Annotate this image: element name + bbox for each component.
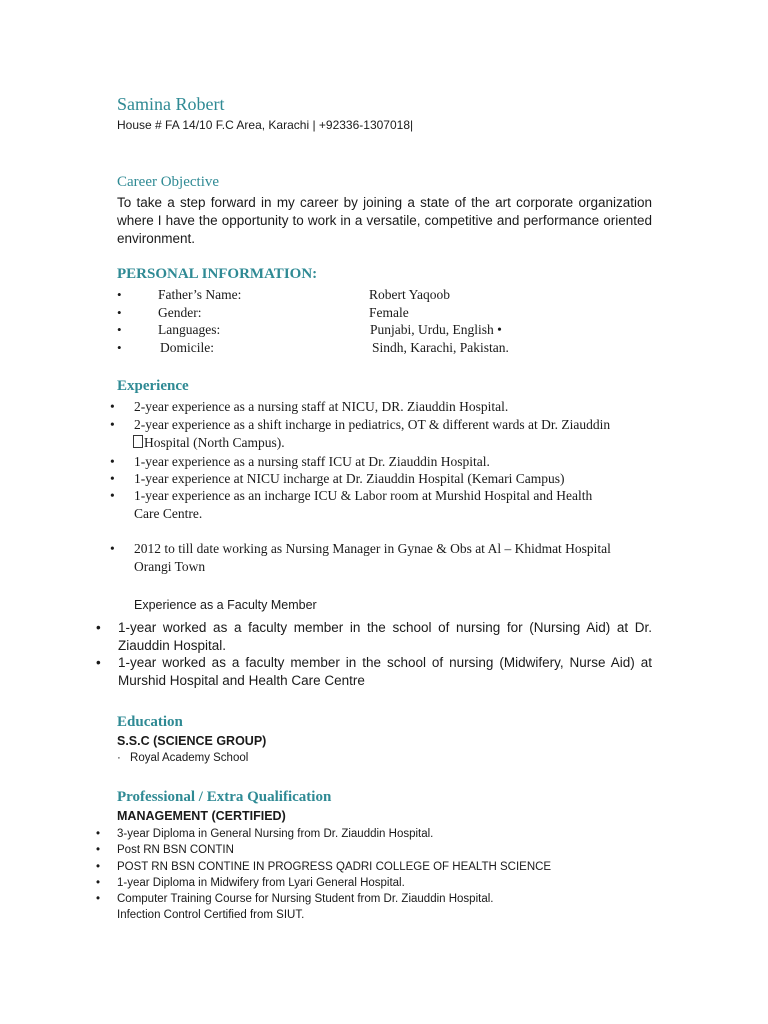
- faculty-heading: Experience as a Faculty Member: [134, 598, 317, 612]
- qualification-line-cont: Infection Control Certified from SIUT.: [117, 909, 305, 921]
- personal-label: Gender:: [158, 305, 202, 320]
- bullet: •: [96, 844, 101, 856]
- experience-line: 2-year experience as a shift incharge in pediatrics, OT & different wards at Dr. Ziauddin: [134, 417, 611, 432]
- bullet: •: [110, 454, 115, 469]
- education-school-row: [117, 752, 248, 764]
- personal-label: Father’s Name:: [158, 287, 242, 302]
- bullet: •: [110, 417, 115, 432]
- bullet: •: [110, 488, 115, 503]
- experience-line: 2-year experience as a nursing staff at NICU, DR. Ziauddin Hospital.: [134, 399, 509, 414]
- qualification-line: 3-year Diploma in General Nursing from Dr. Ziauddin Hospital.: [117, 828, 434, 840]
- objective-heading: Career Objective: [117, 174, 220, 190]
- personal-heading: PERSONAL INFORMATION:: [117, 266, 318, 282]
- bullet: •: [117, 305, 122, 320]
- education-subheading: S.S.C (SCIENCE GROUP): [117, 734, 267, 748]
- bullet: •: [117, 287, 122, 302]
- bullet: •: [96, 655, 101, 670]
- personal-label: Domicile:: [160, 340, 214, 355]
- experience-line: 1-year experience at NICU incharge at Dr. Ziauddin Hospital (Kemari Campus): [134, 471, 565, 486]
- personal-label: Languages:: [158, 322, 221, 337]
- personal-value: Female: [369, 305, 409, 320]
- education-heading: Education: [117, 714, 183, 730]
- personal-value: Punjabi, Urdu, English •: [370, 322, 502, 337]
- experience-line-cont-text: Hospital (North Campus).: [144, 435, 285, 450]
- experience-line-cont: Care Centre.: [134, 506, 203, 521]
- bullet: •: [110, 399, 115, 414]
- bullet: •: [96, 893, 101, 905]
- qualification-heading: Professional / Extra Qualification: [117, 789, 332, 805]
- qualification-line: Post RN BSN CONTIN: [117, 844, 234, 856]
- contact-line: House # FA 14/10 F.C Area, Karachi | +92336-1307018|: [117, 118, 414, 132]
- experience-line: 2012 to till date working as Nursing Manager in Gynae & Obs at Al – Khidmat Hospital: [134, 541, 611, 556]
- qualification-line: Computer Training Course for Nursing Student from Dr. Ziauddin Hospital.: [117, 893, 494, 905]
- qualification-subheading: MANAGEMENT (CERTIFIED): [117, 809, 286, 823]
- school-name: Royal Academy School: [130, 752, 249, 764]
- bullet: •: [110, 541, 115, 556]
- personal-value: Robert Yaqoob: [369, 287, 451, 302]
- bullet: •: [96, 877, 101, 889]
- experience-line: 1-year experience as an incharge ICU & Labor room at Murshid Hospital and Health: [134, 488, 593, 503]
- bullet: •: [96, 620, 101, 635]
- personal-value: Sindh, Karachi, Pakistan.: [372, 340, 509, 355]
- missing-glyph-icon: [133, 435, 143, 448]
- bullet: •: [96, 861, 101, 873]
- qualification-line: 1-year Diploma in Midwifery from Lyari General Hospital.: [117, 877, 405, 889]
- experience-line-cont: [133, 434, 285, 452]
- experience-line-cont: Orangi Town: [134, 559, 206, 574]
- qualification-line: POST RN BSN CONTINE IN PROGRESS QADRI COLLEGE OF HEALTH SCIENCE: [117, 861, 552, 873]
- objective-text: To take a step forward in my career by joining a state of the art corporate organization where I have the opportunity to work in a versatile, competitive and performance oriented environment.: [117, 195, 652, 246]
- experience-heading: Experience: [117, 378, 189, 394]
- bullet: •: [96, 828, 101, 840]
- candidate-name: Samina Robert: [117, 94, 225, 114]
- faculty-line: 1-year worked as a faculty member in the school of nursing for (Nursing Aid) at Dr. Ziauddin Hospital.: [118, 620, 652, 653]
- bullet: •: [117, 322, 122, 337]
- faculty-line: 1-year worked as a faculty member in the school of nursing (Midwifery, Nurse Aid) at Murshid Hospital and Health Care Centre: [118, 655, 652, 688]
- bullet: ·: [117, 752, 121, 764]
- bullet: •: [110, 471, 115, 486]
- bullet: •: [117, 340, 122, 355]
- experience-line: 1-year experience as a nursing staff ICU at Dr. Ziauddin Hospital.: [134, 454, 490, 469]
